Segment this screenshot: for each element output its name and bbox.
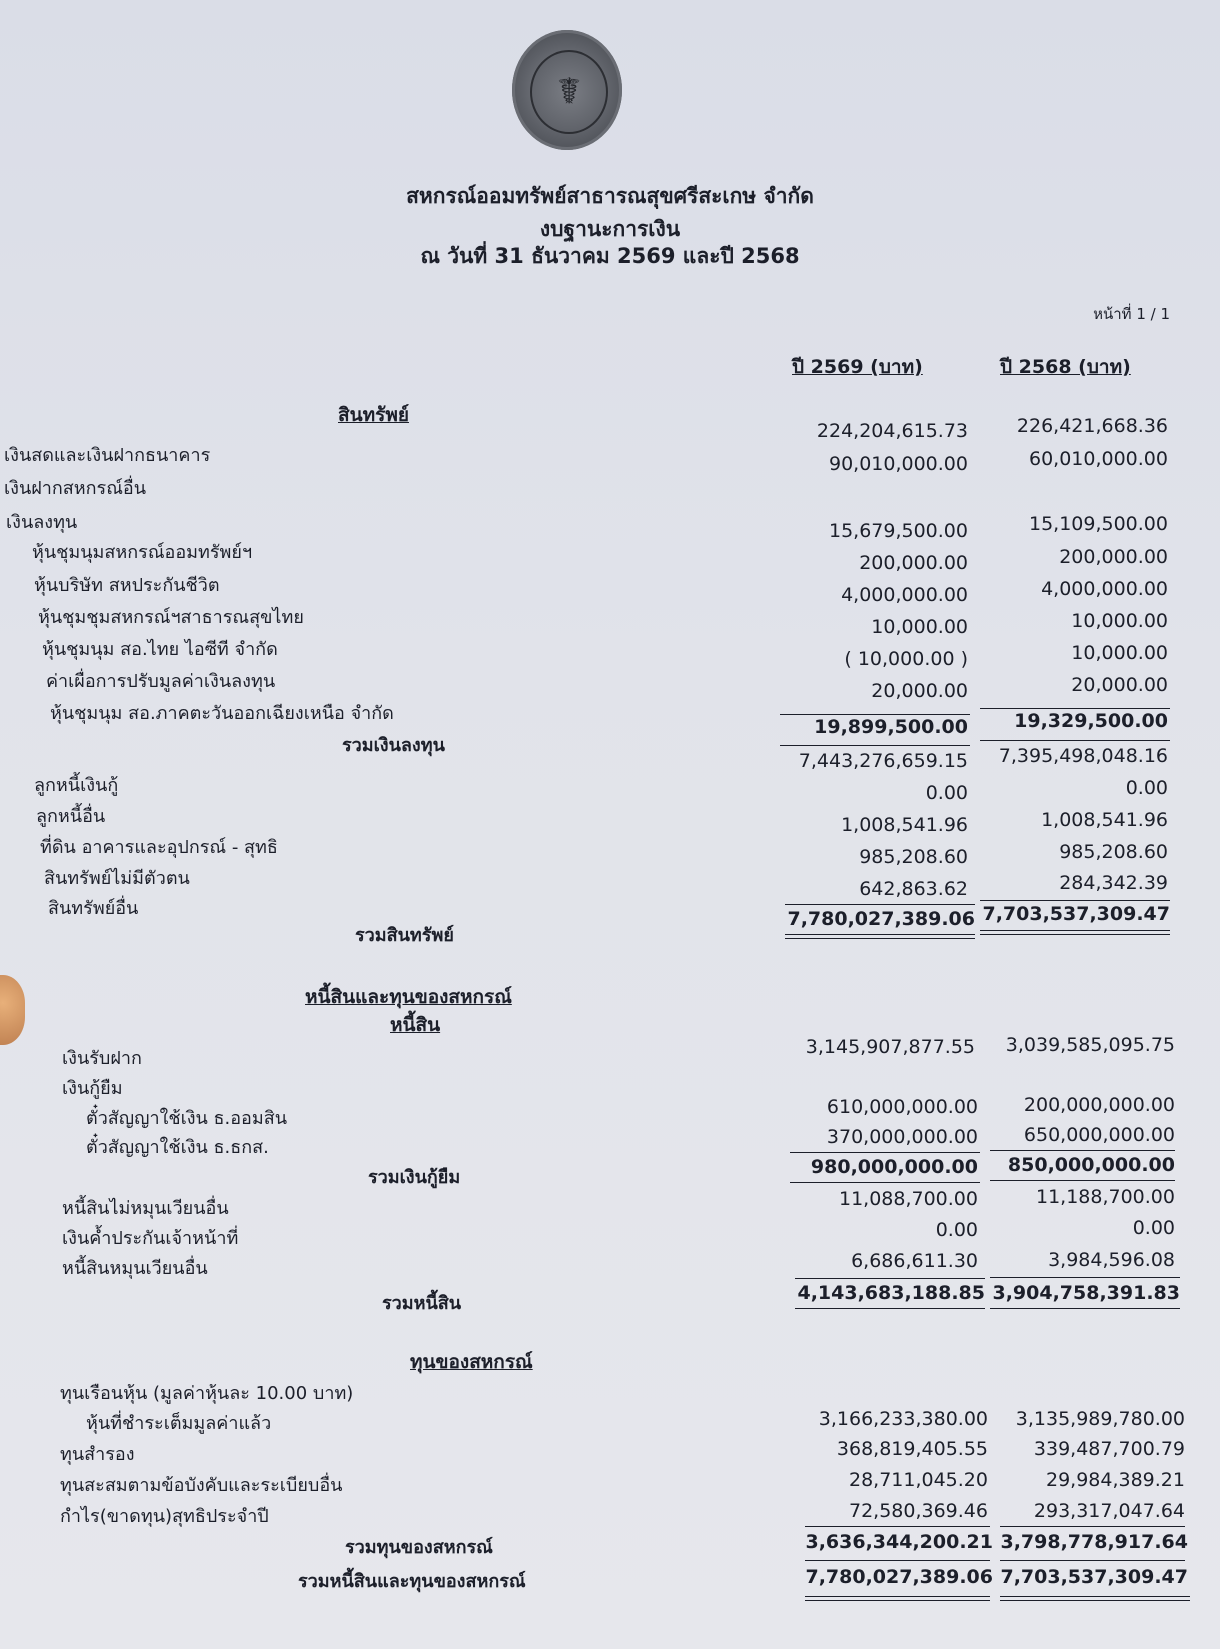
total-rule [980, 900, 1170, 901]
subtotal-rule [1000, 1526, 1185, 1527]
subtotal-rule [980, 708, 1170, 709]
row-label: ที่ดิน อาคารและอุปกรณ์ - สุทธิ [40, 837, 278, 858]
section-heading-liabilities-equity: หนี้สินและทุนของสหกรณ์ [305, 986, 512, 1008]
equity-total-2569: 3,636,344,200.21 [805, 1531, 993, 1553]
value-2569: 0.00 [925, 782, 968, 804]
invest-total-2569: 19,899,500.00 [814, 716, 968, 738]
row-label: หุ้นบริษัท สหประกันชีวิต [34, 575, 220, 596]
value-2569: 6,686,611.30 [851, 1250, 978, 1272]
value-2568: 3,135,989,780.00 [1015, 1408, 1185, 1430]
value-2568: 650,000,000.00 [1023, 1124, 1175, 1146]
value-2568: 200,000.00 [1059, 546, 1168, 568]
page-number: หน้าที่ 1 / 1 [1093, 305, 1170, 323]
value-2568: 10,000.00 [1071, 642, 1168, 664]
value-2568: 29,984,389.21 [1045, 1469, 1185, 1491]
subtotal-rule [780, 714, 970, 715]
liabilities-total-label: รวมหนี้สิน [382, 1293, 462, 1314]
value-2569: ( 10,000.00 ) [844, 648, 968, 670]
subtotal-rule [805, 1526, 990, 1527]
row-label: หนี้สินหมุนเวียนอื่น [62, 1258, 208, 1279]
value-2568: 7,395,498,048.16 [998, 745, 1168, 767]
total-double-rule [980, 930, 1170, 935]
row-label: เงินกู้ยืม [62, 1078, 123, 1099]
row-label: กำไร(ขาดทุน)สุทธิประจำปี [60, 1506, 269, 1527]
total-rule [990, 1277, 1180, 1278]
loan-total-2568: 850,000,000.00 [1007, 1154, 1175, 1176]
row-label: เงินลงทุน [6, 512, 78, 533]
value-2569: 7,443,276,659.15 [798, 750, 968, 772]
row-label: หุ้นชุมนุม สอ.ภาคตะวันออกเฉียงเหนือ จำกัด [50, 703, 394, 724]
row-label: ลูกหนี้อื่น [36, 806, 106, 827]
value-2568: 226,421,668.36 [1016, 415, 1168, 437]
official-seal-logo [512, 30, 622, 150]
value-2569: 11,088,700.00 [838, 1188, 978, 1210]
row-label: ทุนเรือนหุ้น (มูลค่าหุ้นละ 10.00 บาท) [60, 1383, 354, 1404]
org-name: สหกรณ์ออมทรัพย์สาธารณสุขศรีสะเกษ จำกัด [406, 184, 814, 208]
value-2568: 284,342.39 [1059, 872, 1168, 894]
section-heading-assets: สินทรัพย์ [338, 404, 409, 426]
total-rule [1000, 1560, 1185, 1561]
liabilities-total-2569: 4,143,683,188.85 [797, 1282, 985, 1304]
value-2569: 368,819,405.55 [836, 1438, 988, 1460]
grand-total-2569: 7,780,027,389.06 [805, 1566, 993, 1588]
row-label: เงินฝากสหกรณ์อื่น [4, 478, 147, 499]
value-2568: 20,000.00 [1071, 674, 1168, 696]
value-2569: 3,166,233,380.00 [818, 1408, 988, 1430]
row-label: ทุนสำรอง [60, 1444, 135, 1465]
row-label: ตั๋วสัญญาใช้เงิน ธ.ธกส. [86, 1137, 269, 1158]
value-2568: 60,010,000.00 [1028, 448, 1168, 470]
liabilities-total-2568: 3,904,758,391.83 [992, 1282, 1180, 1304]
value-2568: 10,000.00 [1071, 610, 1168, 632]
subtotal-rule [790, 1152, 980, 1153]
section-heading-equity: ทุนของสหกรณ์ [410, 1351, 533, 1373]
equity-total-label: รวมทุนของสหกรณ์ [345, 1537, 493, 1558]
row-label: ทุนสะสมตามข้อบังคับและระเบียบอื่น [60, 1475, 343, 1496]
total-rule [805, 1560, 990, 1561]
total-double-rule [805, 1596, 990, 1601]
invest-total-2568: 19,329,500.00 [1014, 710, 1168, 732]
row-label: หนี้สินไม่หมุนเวียนอื่น [62, 1198, 229, 1219]
total-double-rule [1000, 1596, 1190, 1601]
subtotal-rule [790, 1182, 980, 1183]
total-rule [795, 1278, 985, 1279]
row-label: ค่าเผื่อการปรับมูลค่าเงินลงทุน [46, 671, 276, 692]
total-double-rule [785, 934, 975, 939]
row-label: หุ้นชุมชุมสหกรณ์ฯสาธารณสุขไทย [38, 607, 304, 628]
value-2569: 4,000,000.00 [841, 584, 968, 606]
subtotal-rule [980, 740, 1170, 741]
assets-total-2569: 7,780,027,389.06 [787, 908, 975, 930]
row-label: สินทรัพย์ไม่มีตัวตน [44, 868, 190, 889]
value-2568: 3,984,596.08 [1048, 1249, 1175, 1271]
column-header-2568: ปี 2568 (บาท) [1000, 356, 1131, 378]
row-label: ลูกหนี้เงินกู้ [34, 775, 119, 796]
value-2569: 10,000.00 [871, 616, 968, 638]
row-label: เงินรับฝาก [62, 1048, 142, 1069]
value-2568: 339,487,700.79 [1033, 1438, 1185, 1460]
total-rule [795, 1308, 985, 1309]
subtotal-rule [990, 1150, 1175, 1151]
value-2568: 3,039,585,095.75 [1005, 1034, 1175, 1056]
row-label: เงินค้ำประกันเจ้าหน้าที่ [62, 1228, 239, 1249]
grand-total-2568: 7,703,537,309.47 [1000, 1566, 1188, 1588]
invest-total-label: รวมเงินลงทุน [342, 735, 445, 756]
subtotal-rule [990, 1180, 1175, 1181]
statement-date: ณ วันที่ 31 ธันวาคม 2569 และปี 2568 [420, 244, 800, 268]
value-2569: 28,711,045.20 [848, 1469, 988, 1491]
caduceus-icon: ☤ [556, 71, 582, 113]
row-label: ตั๋วสัญญาใช้เงิน ธ.ออมสิน [86, 1108, 288, 1129]
row-label: หุ้นชุมนุม สอ.ไทย ไอซีที จำกัด [42, 639, 278, 660]
value-2569: 15,679,500.00 [828, 520, 968, 542]
value-2569: 0.00 [935, 1219, 978, 1241]
value-2568: 4,000,000.00 [1041, 578, 1168, 600]
grand-total-label: รวมหนี้สินและทุนของสหกรณ์ [298, 1571, 526, 1592]
total-rule [990, 1308, 1180, 1309]
value-2568: 200,000,000.00 [1023, 1094, 1175, 1116]
total-rule [785, 904, 975, 905]
value-2569: 985,208.60 [859, 846, 968, 868]
subheading-liabilities: หนี้สิน [390, 1014, 441, 1036]
value-2568: 1,008,541.96 [1041, 809, 1168, 831]
value-2569: 20,000.00 [871, 680, 968, 702]
value-2569: 224,204,615.73 [816, 420, 968, 442]
value-2568: 293,317,047.64 [1033, 1500, 1185, 1522]
value-2569: 3,145,907,877.55 [805, 1036, 975, 1058]
row-label: เงินสดและเงินฝากธนาคาร [4, 445, 211, 466]
loan-total-2569: 980,000,000.00 [810, 1156, 978, 1178]
value-2568: 15,109,500.00 [1028, 513, 1168, 535]
value-2569: 72,580,369.46 [848, 1500, 988, 1522]
finger-edge [0, 975, 25, 1045]
row-label: หุ้นชุมนุมสหกรณ์ออมทรัพย์ฯ [32, 542, 253, 563]
value-2569: 1,008,541.96 [841, 814, 968, 836]
row-label: สินทรัพย์อื่น [48, 898, 139, 919]
value-2569: 200,000.00 [859, 552, 968, 574]
value-2569: 370,000,000.00 [826, 1126, 978, 1148]
loan-total-label: รวมเงินกู้ยืม [368, 1167, 461, 1188]
assets-total-2568: 7,703,537,309.47 [982, 903, 1170, 925]
value-2569: 610,000,000.00 [826, 1096, 978, 1118]
value-2568: 0.00 [1125, 777, 1168, 799]
row-label: หุ้นที่ชำระเต็มมูลค่าแล้ว [86, 1413, 272, 1434]
value-2569: 90,010,000.00 [828, 453, 968, 475]
value-2568: 11,188,700.00 [1035, 1186, 1175, 1208]
assets-total-label: รวมสินทรัพย์ [355, 925, 454, 946]
equity-total-2568: 3,798,778,917.64 [1000, 1531, 1188, 1553]
subtotal-rule [780, 745, 970, 746]
value-2568: 985,208.60 [1059, 841, 1168, 863]
column-header-2569: ปี 2569 (บาท) [792, 356, 923, 378]
value-2568: 0.00 [1132, 1217, 1175, 1239]
value-2569: 642,863.62 [859, 878, 968, 900]
statement-title: งบฐานะการเงิน [539, 217, 681, 241]
